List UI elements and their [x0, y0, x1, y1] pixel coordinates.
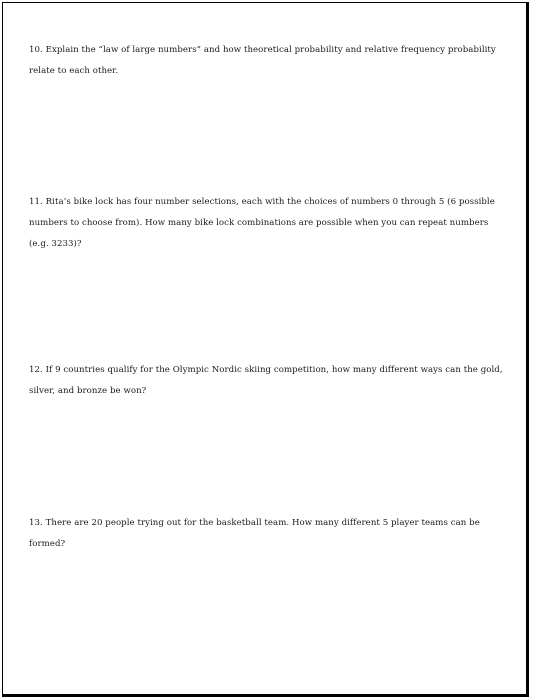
question-11 [29, 192, 504, 255]
worksheet-page [2, 2, 529, 697]
question-number: 11. [29, 197, 43, 207]
question-10 [29, 40, 504, 82]
question-number: 10. [29, 45, 43, 55]
question-text: Rita’s bike lock has four number selections, each with the choices of numbers 0 through 5 (6 possible numbers to choose from). How many bike lock combinations are possible when you can repeat numbers (e.g. 3233)? [29, 197, 495, 249]
question-13 [29, 513, 504, 555]
question-text: Explain the “law of large numbers” and how theoretical probability and relative frequency probability relate to each other. [29, 45, 496, 76]
question-number: 12. [29, 365, 43, 375]
question-12 [29, 360, 504, 402]
question-text: If 9 countries qualify for the Olympic Nordic skiing competition, how many different ways can the gold, silver, and bronze be won? [29, 365, 503, 396]
question-number: 13. [29, 518, 43, 528]
question-text: There are 20 people trying out for the basketball team. How many different 5 player teams can be formed? [29, 518, 480, 549]
